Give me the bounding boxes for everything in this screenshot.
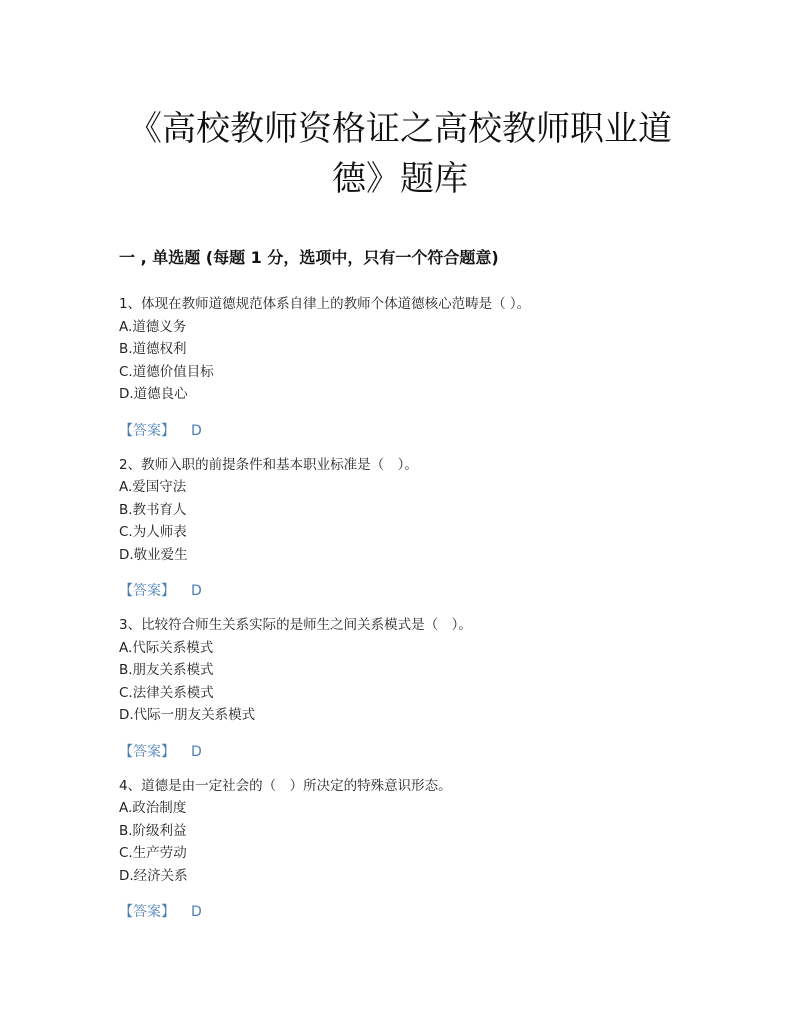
option-b: B.阶级利益	[119, 822, 187, 839]
option-b: B.朋友关系模式	[119, 662, 214, 678]
answer-label: 【答案】	[119, 583, 175, 599]
question-stem: 2、教师入职的前提条件和基本职业标准是（ ）。	[119, 456, 418, 473]
option-b: B.道德权利	[119, 341, 187, 357]
question-4	[119, 775, 719, 924]
answer-value: D	[191, 904, 202, 920]
answer-line	[119, 420, 719, 442]
question-2	[119, 454, 719, 603]
option-d: D.代际一朋友关系模式	[119, 707, 256, 723]
option-b: B.教书育人	[119, 501, 187, 518]
answer-label: 【答案】	[119, 743, 175, 760]
answer-value: D	[191, 422, 202, 439]
question-list	[119, 293, 719, 935]
answer-label: 【答案】	[119, 422, 175, 439]
option-a: A.代际关系模式	[119, 639, 214, 656]
option-c: C.为人师表	[119, 524, 187, 540]
answer-value: D	[191, 583, 202, 599]
question-stem: 4、道德是由一定社会的（ ）所决定的特殊意识形态。	[119, 777, 452, 794]
question-3	[119, 614, 719, 763]
document-title	[110, 104, 690, 204]
option-d: D.经济关系	[119, 867, 188, 884]
option-d: D.敬业爱生	[119, 546, 188, 563]
option-c: C.法律关系模式	[119, 684, 214, 701]
answer-line	[119, 901, 719, 923]
answer-label: 【答案】	[119, 904, 175, 920]
title-line-1: 《高校教师资格证之高校教师职业道	[128, 109, 672, 149]
title-line-2: 德》题库	[332, 159, 468, 199]
section-heading: 一 , 单选题 (每题 1 分，选项中，只有一个符合题意)	[119, 248, 499, 267]
question-stem: 3、比较符合师生关系实际的是师生之间关系模式是（ ）。	[119, 617, 472, 633]
answer-value: D	[191, 743, 202, 760]
option-a: A.政治制度	[119, 800, 187, 816]
question-stem: 1、体现在教师道德规范体系自律上的教师个体道德核心范畴是（ ）。	[119, 296, 531, 312]
answer-line	[119, 580, 719, 602]
option-a: A.爱国守法	[119, 479, 187, 495]
option-d: D.道德良心	[119, 386, 188, 402]
answer-line	[119, 741, 719, 763]
option-c: C.道德价值目标	[119, 363, 214, 380]
option-a: A.道德义务	[119, 318, 187, 335]
option-c: C.生产劳动	[119, 845, 187, 861]
question-1	[119, 293, 719, 442]
